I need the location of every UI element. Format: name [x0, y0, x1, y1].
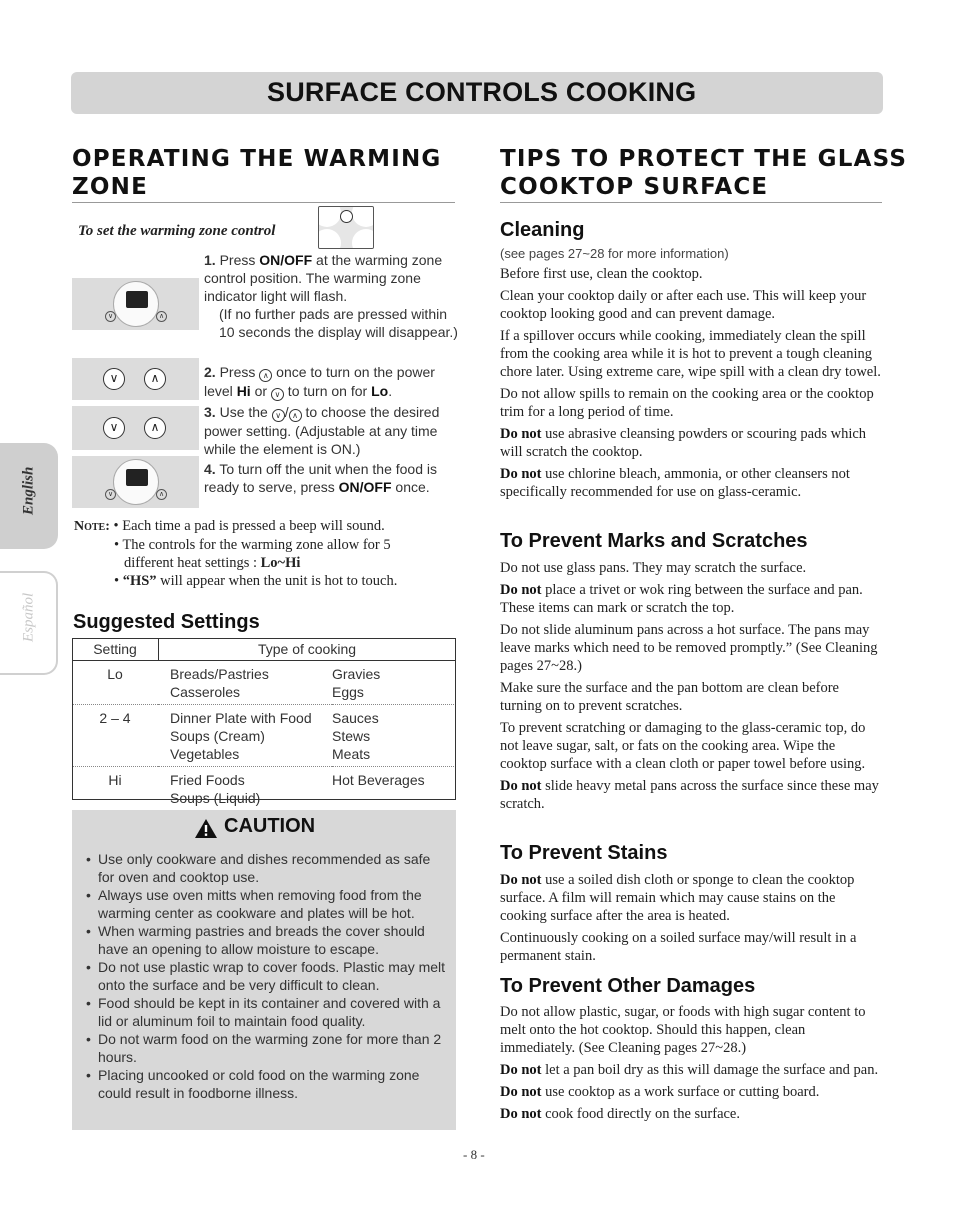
step-bold: ON/OFF	[338, 479, 392, 495]
other-damages-title: To Prevent Other Damages	[500, 975, 756, 997]
suggested-settings-table	[72, 639, 456, 809]
table-row	[72, 660, 456, 704]
cooktop-layout-icon	[318, 206, 374, 249]
table-cell-line: Hot Beverages	[332, 771, 425, 788]
paragraph-text: To prevent scratching or damaging to the glass-ceramic top, do not leave sugar, salt, or fats on the cooking area. Wipe the cooktop surface with a clean cloth or paper towel before using.	[500, 720, 866, 772]
tab-english[interactable]	[0, 443, 58, 549]
control-panel-adjust	[72, 406, 199, 450]
table-header: Type of cooking	[158, 639, 456, 660]
paragraph	[500, 621, 882, 675]
paragraph	[500, 1061, 882, 1079]
step-number: 4.	[204, 461, 216, 477]
paragraph-text: let a pan boil dry as this will damage the surface and pan.	[541, 1062, 879, 1078]
step-text: once to turn on the power level	[204, 364, 435, 399]
table-cell	[332, 766, 456, 809]
paragraph	[500, 385, 882, 421]
stains-title: To Prevent Stains	[500, 842, 668, 864]
step-2	[204, 363, 460, 401]
list-item: • Always use oven mitts when removing food from the warming center as cookware and plates will be hot.	[86, 886, 450, 922]
table-cell-line: Meats	[332, 745, 371, 762]
paragraph-bold: Do not	[500, 466, 542, 482]
paragraph-text: Do not use glass pans. They may scratch the surface.	[500, 560, 807, 576]
list-item: • Use only cookware and dishes recommended as safe for oven and cooktop use.	[86, 850, 450, 886]
paragraph	[500, 287, 882, 323]
tab-espanol[interactable]	[0, 571, 58, 675]
caution-title: CAUTION	[224, 815, 316, 837]
warming-zone-heading	[72, 145, 442, 201]
caution-box	[72, 810, 456, 1130]
paragraph	[500, 719, 882, 773]
paragraph-text: use chlorine bleach, ammonia, or other cleansers not specifically recommended for use on glass-ceramic.	[500, 466, 850, 500]
paragraph-bold: Do not	[500, 872, 542, 888]
paragraph-text: Clean your cooktop daily or after each use. This will keep your cooktop looking good and can prevent damage.	[500, 288, 867, 322]
table-cell-line: Soups (Liquid)	[170, 789, 261, 806]
damages-section	[500, 1003, 882, 1127]
up-arrow-icon: ∧	[289, 409, 302, 422]
warming-control-dial-icon	[113, 459, 159, 505]
paragraph-text: place a trivet or wok ring between the surface and pan. These items can mark or scratch the top.	[500, 582, 863, 616]
paragraph-bold: Do not	[500, 1084, 542, 1100]
step-text: to turn on for	[283, 383, 372, 399]
table-cell-line: Breads/Pastries	[170, 665, 269, 682]
paragraph	[500, 929, 882, 965]
note-line: will appear when the unit is hot to touch.	[156, 573, 398, 589]
note-label: Note:	[74, 519, 110, 534]
paragraph	[500, 1105, 882, 1123]
down-arrow-icon: ∨	[271, 388, 284, 401]
paragraph	[500, 1003, 882, 1057]
step-text: Press	[219, 252, 260, 268]
list-item: • Do not warm food on the warming zone for more than 2 hours.	[86, 1030, 450, 1066]
control-panel-off	[72, 456, 199, 508]
table-cell-line: Fried Foods	[170, 771, 245, 788]
table-cell-line: Stews	[332, 727, 371, 744]
table-cell	[158, 766, 332, 809]
paragraph	[500, 1083, 882, 1101]
suggested-settings-title: Suggested Settings	[73, 611, 260, 633]
table-cell	[158, 704, 332, 766]
step-bold: Hi	[236, 383, 251, 399]
step-text: Press	[219, 364, 260, 380]
divider	[72, 202, 455, 203]
paragraph-text: use a soiled dish cloth or sponge to clean the cooktop surface. A film will remain which may cause stains on the cooking surface after the area is heated.	[500, 872, 855, 924]
down-arrow-icon: ∨	[105, 311, 116, 322]
table-cell	[332, 704, 456, 766]
table-cell: Hi	[108, 771, 122, 788]
list-item: • When warming pastries and breads the cover should have an opening to allow moisture to escape.	[86, 922, 450, 958]
paragraph-text: Before first use, clean the cooktop.	[500, 266, 703, 282]
step-text: To turn off the unit when the food is ready to serve, press	[204, 461, 437, 495]
step-text: Use the	[219, 404, 272, 420]
step-number: 2.	[204, 364, 216, 380]
paragraph	[500, 465, 882, 501]
up-arrow-icon: ∧	[156, 489, 167, 500]
paragraph-text: Do not slide aluminum pans across a hot surface. The pans may leave marks which need to be removed promptly.” (See Cleaning pages 27~28.)	[500, 622, 878, 674]
step-text: to choose the desired power setting. (Adjustable at any time while the element is ON.)	[204, 404, 440, 457]
paragraph-text: use cooktop as a work surface or cutting board.	[541, 1084, 820, 1100]
heading-line: COOKTOP SURFACE	[500, 174, 769, 200]
paragraph	[500, 559, 882, 577]
paragraph-bold: Do not	[500, 778, 542, 794]
step-bold: ON/OFF	[259, 252, 313, 268]
table-cell	[158, 660, 332, 704]
marks-scratches-title: To Prevent Marks and Scratches	[500, 530, 808, 552]
table-divider	[158, 638, 159, 660]
down-arrow-icon: ∨	[272, 409, 285, 422]
table-header-row	[72, 639, 456, 660]
step-text: at the warming zone control position. The warming zone indicator light will flash.	[204, 252, 443, 304]
table-cell-line: Eggs	[332, 683, 364, 700]
heading-line: TIPS TO PROTECT THE GLASS	[500, 146, 908, 172]
note-bold: “HS”	[122, 573, 157, 589]
glass-cooktop-heading	[500, 145, 907, 201]
paragraph-text: Continuously cooking on a soiled surface may/will result in a permanent stain.	[500, 930, 857, 964]
paragraph	[500, 581, 882, 617]
note-block: Note: • Each time a pad is pressed a beep will sound. • The controls for the warming zone allow for 5 different heat settings : Lo~Hi • “HS” will appear when the unit is hot to touch.	[74, 518, 398, 589]
table-cell-line: Casseroles	[170, 683, 241, 700]
divider	[500, 202, 882, 203]
note-line: • The controls for the warming zone allow for 5	[114, 537, 391, 553]
paragraph-text: use abrasive cleansing powders or scouring pads which will scratch the cooktop.	[500, 426, 867, 460]
paragraph	[500, 679, 882, 715]
paragraph	[500, 871, 882, 925]
table-cell: 2 – 4	[72, 704, 158, 766]
paragraph-text: If a spillover occurs while cooking, immediately clean the spill from the cooking area while it is hot to prevent a tough cleaning chore later. Using extreme care, wipe spill with a clean dry towel.	[500, 328, 881, 380]
table-cell-line: Dinner Plate with Food	[170, 709, 312, 726]
paragraph	[500, 777, 882, 813]
note-bold: Lo~Hi	[260, 555, 301, 571]
note-line: different heat settings :	[124, 555, 261, 571]
table-cell-line: Sauces	[332, 709, 379, 726]
list-item: • Placing uncooked or cold food on the warming zone could result in foodborne illness.	[86, 1066, 450, 1102]
cleaning-note: (see pages 27~28 for more information)	[500, 246, 729, 261]
tab-english-label: English	[20, 466, 37, 515]
table-cell-line: Soups (Cream)	[170, 727, 265, 744]
step-number: 1.	[204, 252, 216, 268]
table-cell	[332, 660, 456, 704]
cleaning-title: Cleaning	[500, 219, 585, 241]
warning-triangle-icon	[194, 818, 218, 839]
table-cell: Lo	[72, 660, 158, 704]
step-text: or	[250, 383, 271, 399]
up-arrow-icon: ∧	[144, 417, 166, 439]
page-title: SURFACE CONTROLS COOKING	[267, 77, 697, 107]
up-arrow-icon: ∧	[144, 368, 166, 390]
table-row	[72, 704, 456, 766]
step-3	[204, 403, 462, 458]
list-item: • Do not use plastic wrap to cover foods. Plastic may melt onto the surface and be very difficult to clean.	[86, 958, 450, 994]
paragraph	[500, 425, 882, 461]
up-arrow-icon: ∧	[156, 311, 167, 322]
step-extra: (If no further pads are pressed within 10 seconds the display will disappear.)	[219, 306, 458, 340]
down-arrow-icon: ∨	[103, 368, 125, 390]
paragraph-text: slide heavy metal pans across the surface since these may scratch.	[500, 778, 879, 812]
paragraph-text: Do not allow plastic, sugar, or foods with high sugar content to melt onto the hot cooktop. Should this happen, clean immediately. (See Cleaning pages 27~28.)	[500, 1004, 866, 1056]
step-text: .	[388, 383, 393, 399]
step-text: once.	[391, 479, 430, 495]
step-text: /	[284, 404, 289, 420]
step-4	[204, 460, 460, 496]
paragraph-bold: Do not	[500, 1062, 542, 1078]
note-line: • Each time a pad is pressed a beep will sound.	[113, 518, 385, 534]
paragraph-text: Make sure the surface and the pan bottom are clean before turning on to prevent scratches.	[500, 680, 839, 714]
paragraph-text: Do not allow spills to remain on the cooking area or the cooktop trim for a long period of time.	[500, 386, 874, 420]
step-number: 3.	[204, 404, 216, 420]
paragraph	[500, 327, 882, 381]
paragraph-text: cook food directly on the surface.	[541, 1106, 740, 1122]
warming-control-dial-icon	[113, 281, 159, 327]
down-arrow-icon: ∨	[105, 489, 116, 500]
paragraph-bold: Do not	[500, 1106, 542, 1122]
step-bold: Lo	[371, 383, 389, 399]
page-number: - 8 -	[463, 1147, 485, 1162]
list-item: • Food should be kept in its container and covered with a lid or aluminum foil to maintain food quality.	[86, 994, 450, 1030]
control-panel-hi-lo	[72, 358, 199, 400]
marks-section	[500, 559, 882, 817]
heading-line: OPERATING THE WARMING	[72, 146, 442, 172]
cleaning-section	[500, 265, 882, 505]
table-cell-line: Vegetables	[170, 745, 240, 762]
heading-line: ZONE	[72, 174, 148, 200]
up-arrow-icon: ∧	[259, 369, 272, 382]
paragraph	[500, 265, 882, 283]
paragraph-bold: Do not	[500, 582, 542, 598]
table-cell-line: Gravies	[332, 665, 381, 682]
tab-espanol-label: Español	[20, 592, 37, 642]
paragraph-bold: Do not	[500, 426, 542, 442]
table-header: Setting	[72, 639, 158, 660]
caution-list	[86, 850, 450, 1102]
down-arrow-icon: ∨	[103, 417, 125, 439]
section-banner	[71, 72, 883, 114]
table-row	[72, 766, 456, 809]
step-1	[204, 251, 460, 341]
control-panel-onoff	[72, 278, 199, 330]
stains-section	[500, 871, 882, 969]
warming-subheading: To set the warming zone control	[78, 223, 276, 239]
